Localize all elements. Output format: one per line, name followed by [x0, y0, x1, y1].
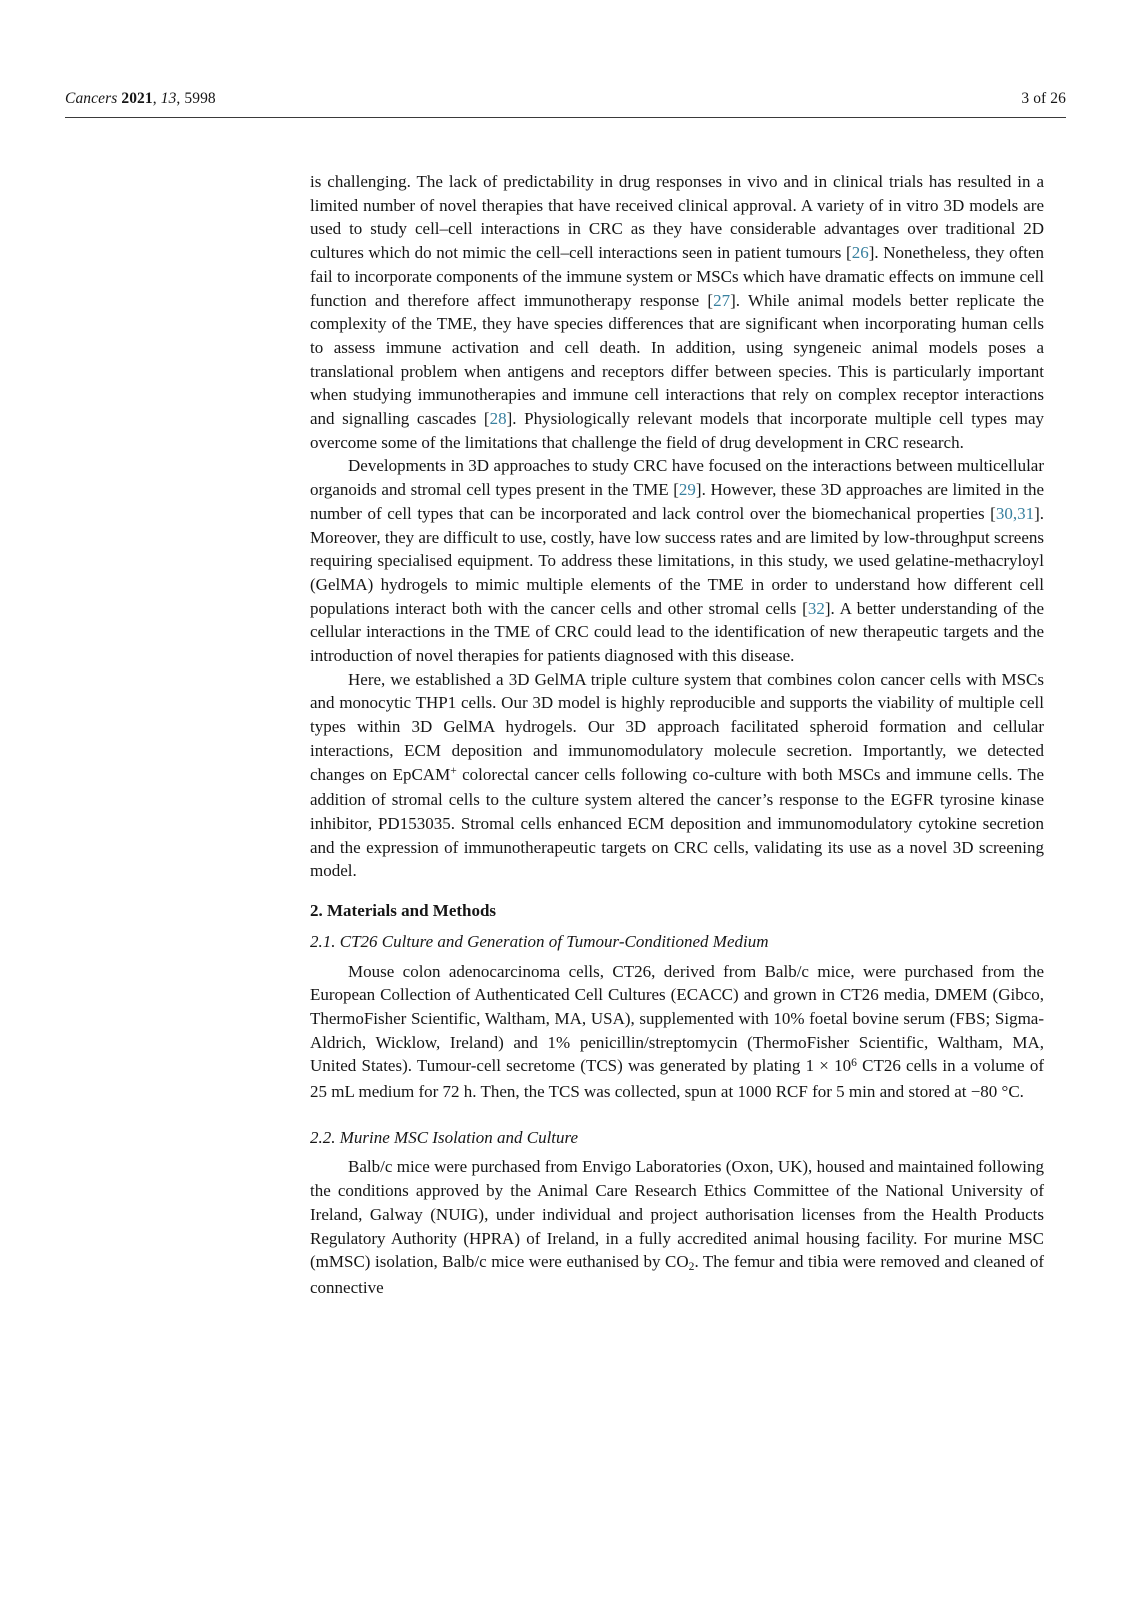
text-segment: 2021 — [121, 90, 153, 107]
text-segment: ]. Physiologically relevant models that incorporate multiple cell types may overcome some of the limitations that challenge the field of drug development in CRC research. — [310, 409, 1044, 452]
text-segment: Here, we established a 3D GelMA triple culture system that combines colon cancer cells with MSCs and monocytic THP1 cells. Our 3D model is highly reproducible and supports the viability of multiple cell types within 3D GelMA hydrogels. Our 3D approach facilitated spheroid formation and cellular interactions, ECM deposition and immunomodulatory molecule secretion. Importantly, we detected changes on EpCAM — [310, 669, 1044, 784]
page-number: 3 of 26 — [1021, 90, 1066, 107]
text-segment: Mouse colon adenocarcinoma cells, CT26, derived from Balb/c mice, were purchased from the European Collection of Authenticated Cell Cultures (ECACC) and grown in CT26 media, DMEM (Gibco, ThermoFisher Scientific, Waltham, MA, USA), supplemented with 10% foetal bovine serum (FBS; Sigma-Aldrich, Wicklow, Ireland) and 1% penicillin/streptomycin (ThermoFisher Scientific, Waltham, MA, United States). Tumour-cell secretome (TCS) was generated by plating 1 × 10 — [310, 961, 1044, 1076]
text-segment: ]. However, these 3D approaches are limited in the number of cell types that can be incorporated and lack control over the biomechanical properties [ — [310, 480, 1044, 523]
text-segment: 13 — [160, 90, 177, 107]
text-segment: 2 — [688, 1260, 695, 1274]
paragraph-ct26-culture — [310, 960, 1044, 1104]
paragraph-intro-continuation — [310, 170, 1044, 454]
text-segment: , 5998 — [176, 90, 216, 107]
text-segment: CT26 cells in a volume of 25 mL medium for 72 h. Then, the TCS was collected, spun at 1000 RCF for 5 min and stored at −80 °C. — [310, 1056, 1044, 1102]
article-body — [310, 170, 1044, 1300]
text-segment: colorectal cancer cells following co-culture with both MSCs and immune cells. The addition of stromal cells to the culture system altered the cancer’s response to the EGFR tyrosine kinase inhibitor, PD153035. Stromal cells enhanced ECM deposition and immunomodulatory cytokine secretion and the expression of immunotherapeutic targets on CRC cells, validating its use as a novel 3D screening model. — [310, 764, 1044, 881]
citation-link[interactable]: 30,31 — [995, 503, 1035, 523]
text-segment: ]. Moreover, they are difficult to use, costly, have low success rates and are limited by low-throughput screens requiring specialised equipment. To address these limitations, in this study, we used gelatine-methacryloyl (GelMA) hydrogels to mimic multiple elements of the TME in order to understand how different cell populations interact both with the cancer cells and other stromal cells [ — [310, 503, 1044, 618]
text-segment: ]. A better understanding of the cellular interactions in the TME of CRC could lead to the identification of new therapeutic targets and the introduction of novel therapies for patients diagnosed with this disease. — [310, 598, 1044, 666]
subsection-heading-2-1-ct26-culture: 2.1. CT26 Culture and Generation of Tumour-Conditioned Medium — [310, 931, 769, 951]
header-divider — [65, 117, 1066, 118]
citation-link[interactable]: 28 — [489, 409, 507, 429]
text-segment: 6 — [851, 1056, 857, 1070]
citation-link[interactable]: 27 — [713, 290, 731, 310]
section-heading-materials-and-methods: 2. Materials and Methods — [310, 901, 497, 921]
text-segment: + — [450, 764, 457, 778]
paragraph-murine-msc-isolation — [310, 1155, 1044, 1299]
text-segment: Developments in 3D approaches to study CRC have focused on the interactions between multicellular organoids and stromal cell types present in the TME [ — [310, 456, 1044, 500]
citation-link[interactable]: 29 — [678, 480, 696, 500]
text-segment: . The femur and tibia were removed and cleaned of connective — [310, 1252, 1044, 1297]
text-segment: , — [152, 90, 161, 107]
text-segment: is challenging. The lack of predictability in drug responses in vivo and in clinical trials has resulted in a limited number of novel therapies that have received clinical approval. A variety of in vitro 3D models are used to study cell–cell interactions in CRC as they have considerable advantages over traditional 2D cultures which do not mimic the cell–cell interactions seen in patient tumours [ — [310, 172, 1044, 263]
text-segment: ]. While animal models better replicate the complexity of the TME, they have species differences that are significant when incorporating human cells to assess immune activation and cell death. In addition, using syngeneic animal models poses a translational problem when antigens and receptors differ between species. This is particularly important when studying immunotherapies and immune cell interactions that rely on complex receptor interactions and signalling cascades [ — [310, 290, 1044, 429]
text-segment: ]. Nonetheless, they often fail to incorporate components of the immune system or MSCs which have dramatic effects on immune cell function and therefore affect immunotherapy response [ — [310, 243, 1044, 310]
subsection-heading-2-2-murine-msc: 2.2. Murine MSC Isolation and Culture — [310, 1127, 579, 1147]
journal-citation — [65, 90, 216, 108]
text-segment: Cancers — [65, 90, 118, 107]
paragraph-3d-developments — [310, 454, 1044, 667]
running-header — [65, 90, 1066, 108]
paragraph-study-summary — [310, 668, 1044, 883]
citation-link[interactable]: 26 — [851, 243, 869, 263]
text-segment: Balb/c mice were purchased from Envigo Laboratories (Oxon, UK), housed and maintained following the conditions approved by the Animal Care Research Ethics Committee of the National University of Ireland, Galway (NUIG), under individual and project authorisation licenses from the Health Products Regulatory Authority (HPRA) of Ireland, in a fully accredited animal housing facility. For murine MSC (mMSC) isolation, Balb/c mice were euthanised by CO — [310, 1157, 1044, 1272]
citation-link[interactable]: 32 — [807, 598, 825, 618]
